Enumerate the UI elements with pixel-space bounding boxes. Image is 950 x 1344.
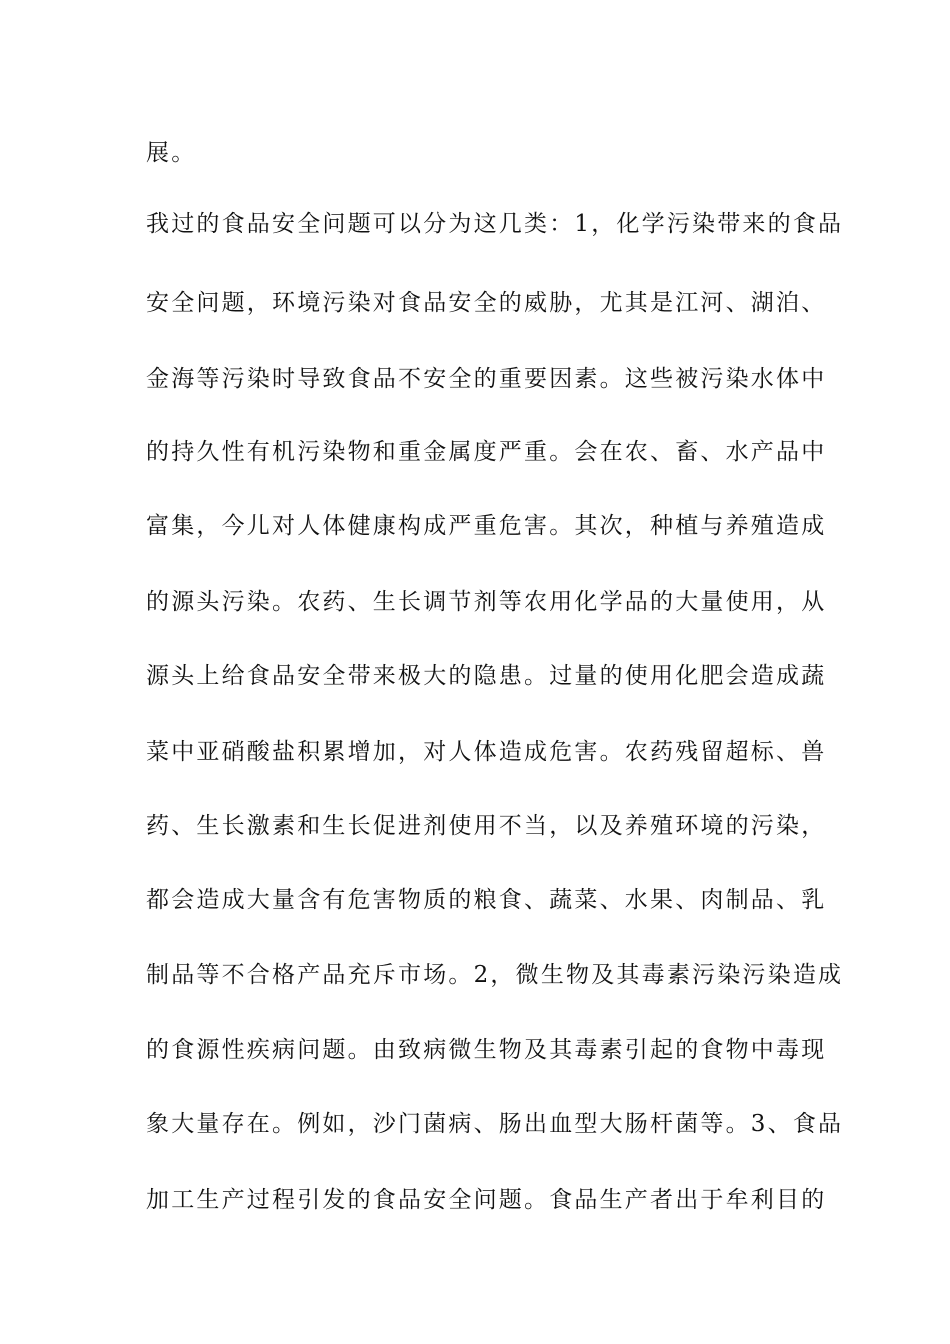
text-line: 制品等不合格产品充斥市场。2，微生物及其毒素污染污染造成 [146,962,844,988]
text-line: 展。 [146,140,197,166]
text-line: 象大量存在。例如，沙门菌病、肠出血型大肠杆菌等。3、食品 [146,1111,844,1137]
text-line: 菜中亚硝酸盐积累增加，对人体造成危害。农药残留超标、兽 [146,739,827,765]
text-line: 富集，今儿对人体健康构成严重危害。其次，种植与养殖造成 [146,513,827,539]
text-line: 安全问题，环境污染对食品安全的威胁，尤其是江河、湖泊、 [146,290,827,316]
text-line: 我过的食品安全问题可以分为这几类：1，化学污染带来的食品 [146,211,844,237]
text-line: 药、生长激素和生长促进剂使用不当，以及养殖环境的污染， [146,813,827,839]
text-line: 的食源性疾病问题。由致病微生物及其毒素引起的食物中毒现 [146,1037,827,1063]
text-line: 的源头污染。农药、生长调节剂等农用化学品的大量使用，从 [146,589,827,615]
text-line: 源头上给食品安全带来极大的隐患。过量的使用化肥会造成蔬 [146,663,827,689]
text-line: 加工生产过程引发的食品安全问题。食品生产者出于牟利目的 [146,1187,827,1213]
text-line: 都会造成大量含有危害物质的粮食、蔬菜、水果、肉制品、乳 [146,887,827,913]
text-line: 的持久性有机污染物和重金属度严重。会在农、畜、水产品中 [146,439,827,465]
text-line: 金海等污染时导致食品不安全的重要因素。这些被污染水体中 [146,366,827,392]
